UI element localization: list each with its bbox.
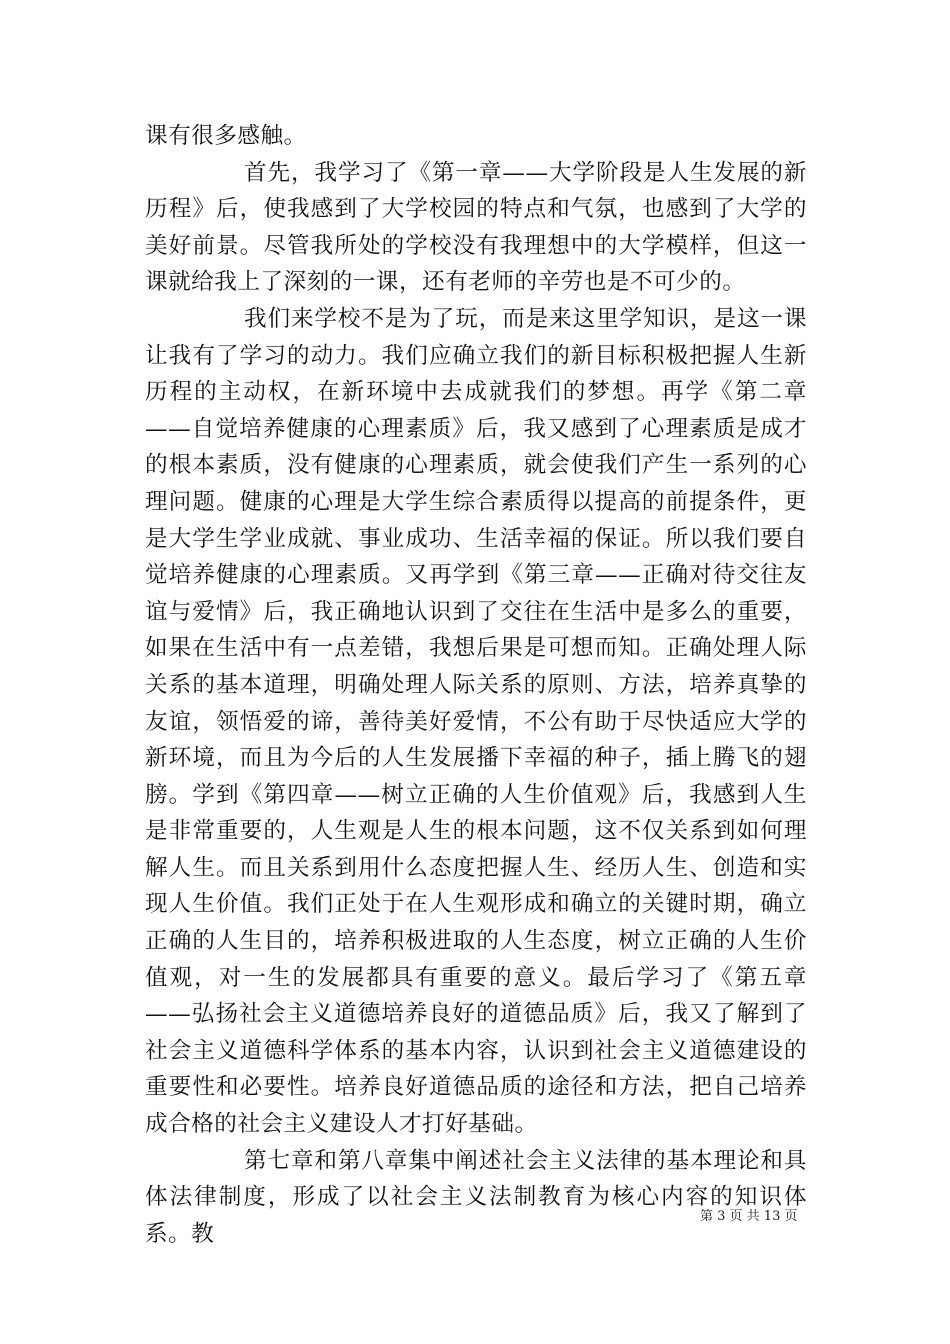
document-body (145, 118, 807, 1252)
paragraph-1: 课有很多感触。 (145, 123, 307, 149)
paragraph-3: 我们来学校不是为了玩，而是来这里学知识，是这一课让我有了学习的动力。我们应确立我们的新目标积极把握人生新历程的主动权，在新环境中去成就我们的梦想。再学《第二章——自觉培养健康的心理素质》后，我又感到了心理素质是成才的根本素质，没有健康的心理素质，就会使我们产生一系列的心理问题。健康的心理是大学生综合素质得以提高的前提条件，更是大学生学业成就、事业成功、生活幸福的保证。所以我们要自觉培养健康的心理素质。又再学到《第三章——正确对待交往友谊与爱情》后，我正确地认识到了交往在生活中是多么的重要，如果在生活中有一点差错，我想后果是可想而知。正确处理人际关系的基本道理，明确处理人际关系的原则、方法，培养真挚的友谊，领悟爱的谛，善待美好爱情，不公有助于尽快适应大学的新环境，而且为今后的人生发展播下幸福的种子，插上腾飞的翅膀。学到《第四章——树立正确的人生价值观》后，我感到人生是非常重要的，人生观是人生的根本问题，这不仅关系到如何理解人生。而且关系到用什么态度把握人生、经历人生、创造和实现人生价值。我们正处于在人生观形成和确立的关键时期，确立正确的人生目的，培养积极进取的人生态度，树立正确的人生价值观，对一生的发展都具有重要的意义。最后学习了《第五章——弘扬社会主义道德培养良好的道德品质》后，我又了解到了社会主义道德科学体系的基本内容，认识到社会主义道德建设的重要性和必要性。培养良好道德品质的途径和方法，把自己培养成合格的社会主义建设人才打好基础。 (145, 305, 807, 1138)
paragraph-4: 第七章和第八章集中阐述社会主义法律的基本理论和具体法律制度，形成了以社会主义法制教育为核心内容的知识体系。教 (145, 1147, 807, 1247)
paragraph-2: 首先，我学习了《第一章——大学阶段是人生发展的新历程》后，使我感到了大学校园的特点和气氛，也感到了大学的美好前景。尽管我所处的学校没有我理想中的大学模样，但这一课就给我上了深刻的一课，还有老师的辛劳也是不可少的。 (145, 159, 807, 296)
page-number: 第 3 页 共 13 页 (700, 1209, 798, 1224)
